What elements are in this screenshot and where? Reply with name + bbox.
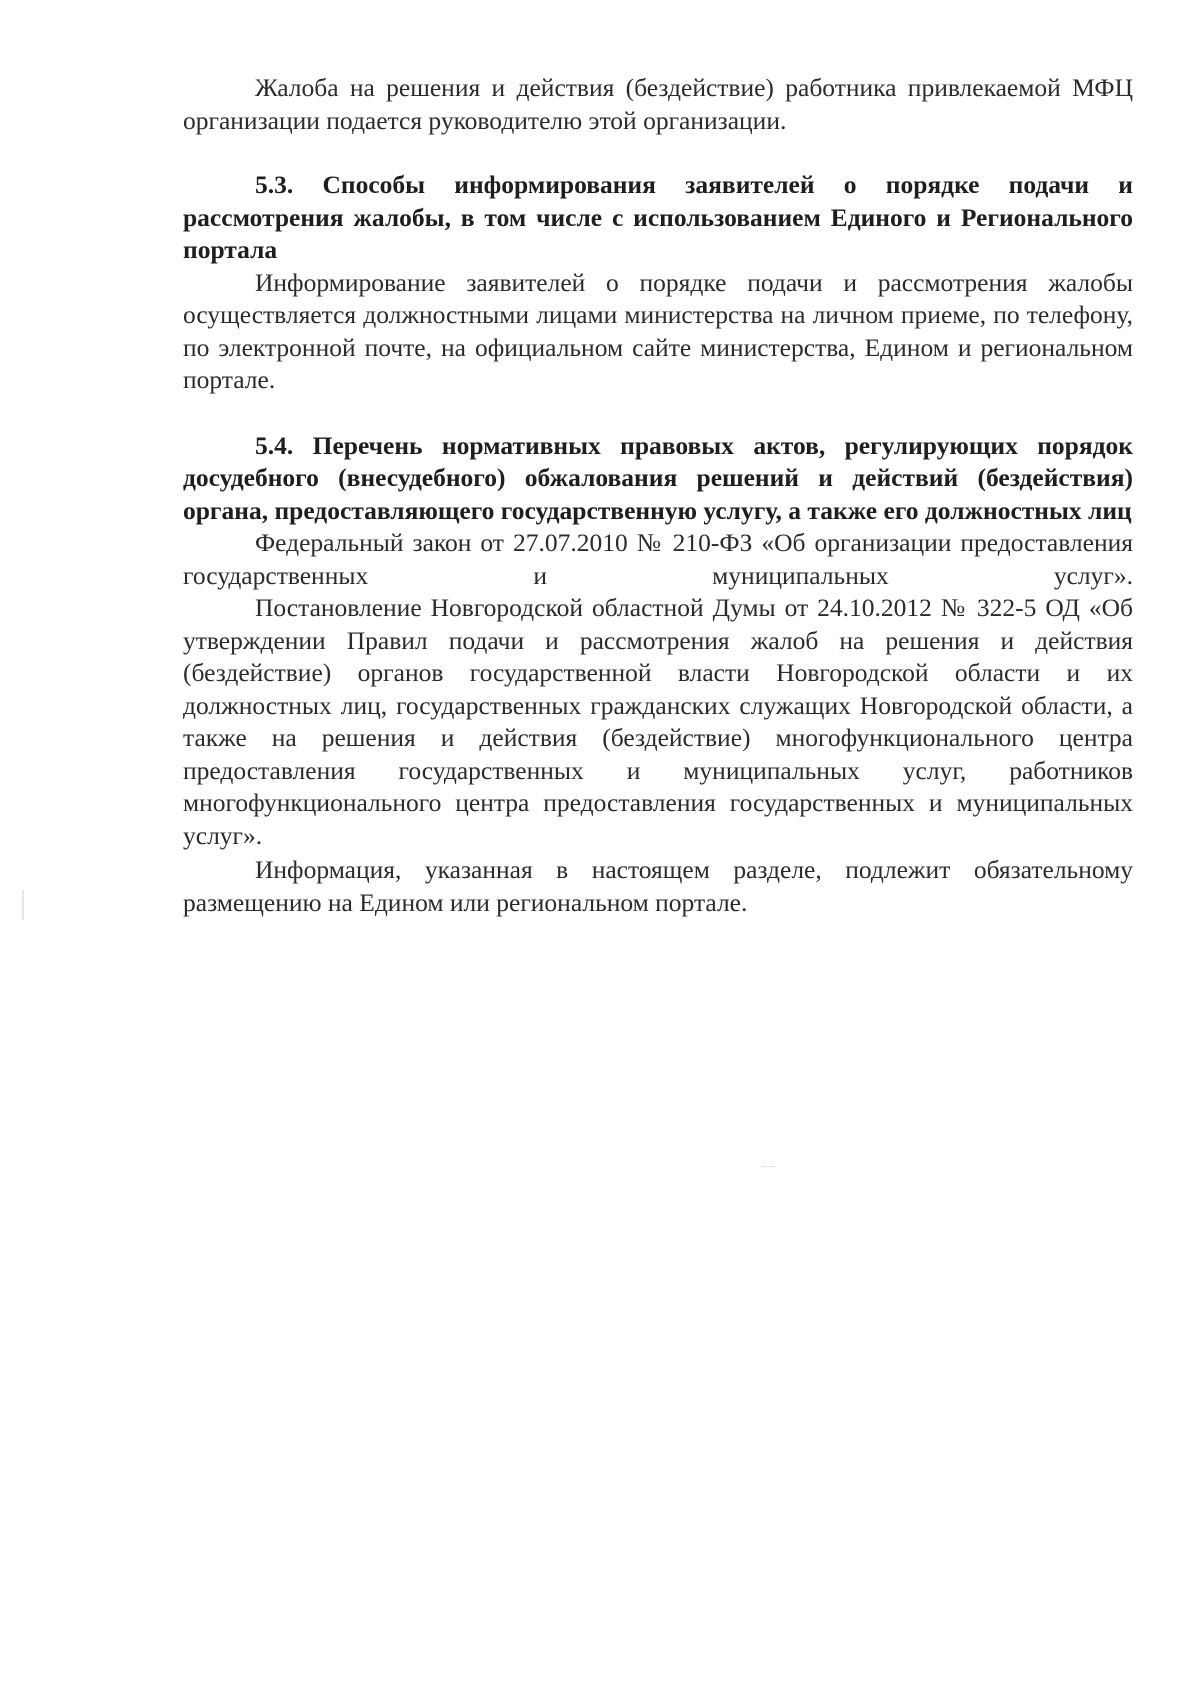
scan-edge-mark (22, 890, 24, 920)
scan-speck (761, 1166, 775, 1169)
section-5-3-heading: 5.3. Способы информирования заявителей о порядке подачи и рассмотрения жалобы, в том числе с использованием Единого и Регионального портала (183, 170, 1133, 264)
section-5-3-body: Информирование заявителей о порядке подачи и рассмотрения жалобы осуществляется должностными лицами министерства на личном приеме, по телефону, по электронной почте, на официальном сайте министерства, Едином и региональном портале. (183, 267, 1133, 394)
federal-law-paragraph: Федеральный закон от 27.07.2010 № 210-ФЗ «Об организации предоставления государственных и муниципальных услуг». (183, 528, 1133, 590)
spacer (183, 137, 1133, 169)
section-5-4-heading: 5.4. Перечень нормативных правовых актов, регулирующих порядок досудебного (внесудебного) обжалования решений и действий (бездействия) органа, предоставляющего государственную услугу, а также его должностных лиц (183, 430, 1133, 525)
closing-paragraph: Информация, указанная в настоящем разделе, подлежит обязательному размещению на Едином или региональном портале. (183, 855, 1133, 917)
intro-paragraph: Жалоба на решения и действия (бездействие) работника привлекаемой МФЦ организации подается руководителю этой организации. (183, 73, 1133, 135)
spacer (183, 397, 1133, 430)
document-page (183, 72, 1133, 919)
resolution-paragraph: Постановление Новгородской областной Думы от 24.10.2012 № 322-5 ОД «Об утверждении Правил подачи и рассмотрения жалоб на решения и действия (бездействие) органов государственной власти Новгородской области и их должностных лиц, государственных гражданских служащих Новгородской области, а также на решения и действия (бездействие) многофункционального центра предоставления государственных и муниципальных услуг, работников многофункционального центра предоставления государственных и муниципальных услуг». (183, 593, 1133, 850)
